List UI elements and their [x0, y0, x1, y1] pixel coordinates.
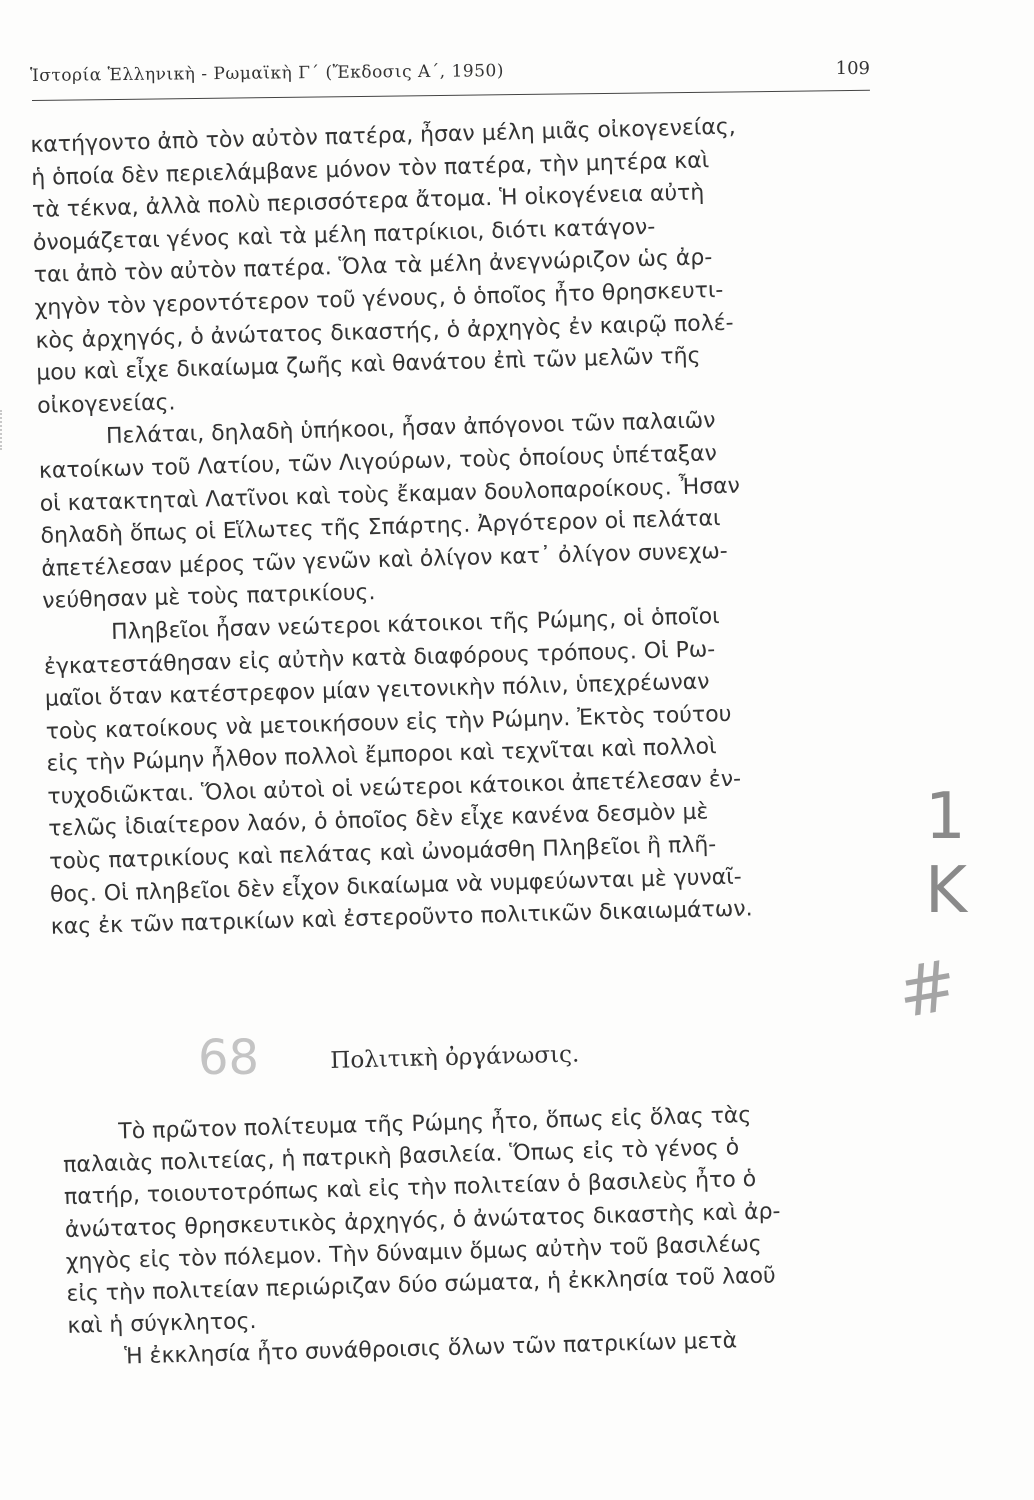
- text-line: τελῶς ἰδιαίτερον λαόν, ὁ ὁποῖος δὲν εἶχε κανένα δεσμὸν μὲ: [47, 799, 709, 843]
- section-heading: Πολιτικὴ ὀργάνωσις.: [330, 1041, 580, 1074]
- running-header: [30, 58, 870, 102]
- text-line: πατήρ, τοιουτοτρόπως καὶ εἰς τὴν πολιτείαν ὁ βασιλεὺς ἦτο ὁ: [63, 1167, 757, 1211]
- text-line: κατήγοντο ἀπὸ τὸν αὐτὸν πατέρα, ἦσαν μέλη μιᾶς οἰκογενείας,: [30, 114, 737, 158]
- text-line: ται ἀπὸ τὸν αὐτὸν πατέρα. Ὅλα τὰ μέλη ἀνεγνώριζον ὡς ἀρ-: [33, 245, 713, 289]
- handwritten-hash-mark: #: [891, 943, 964, 1035]
- text-line: κατοίκων τοῦ Λατίου, τῶν Λιγούρων, τοὺς ὁποίους ὑπέταξαν: [38, 441, 718, 484]
- text-line: εἰς τὴν Ρώμην ἦλθον πολλοὶ ἔμποροι καὶ τεχνῖται καὶ πολλοὶ: [46, 734, 717, 778]
- text-line: μαῖοι ὅταν κατέστρεφον μίαν γειτονικὴν πόλιν, ὑπεχρέωναν: [44, 669, 710, 712]
- text-line: χηγὸν τὸν γεροντότερον τοῦ γένους, ὁ ὁποῖος ἦτο θρησκευτι-: [34, 277, 724, 321]
- text-line: χηγὸς εἰς τὸν πόλεμον. Τὴν δύναμιν ὅμως αὐτὴν τοῦ βασιλέως: [65, 1231, 762, 1275]
- text-line: Πληβεῖοι ἦσαν νεώτεροι κάτοικοι τῆς Ρώμης, οἱ ὁποῖοι: [110, 604, 720, 645]
- text-line: δηλαδὴ ὅπως οἱ Εἵλωτες τῆς Σπάρτης. Ἀργότερον οἱ πελάται: [40, 506, 721, 549]
- handwritten-number-mark: 68: [198, 1030, 260, 1086]
- handwritten-margin-mark: 1 K: [925, 780, 981, 928]
- text-line: ἐγκατεστάθησαν εἰς αὐτὴν κατὰ διαφόρους τρόπους. Οἱ Ρω-: [43, 636, 716, 680]
- text-line: μου καὶ εἶχε δικαίωμα ζωῆς καὶ θανάτου ἐπὶ τῶν μελῶν τῆς: [36, 343, 701, 387]
- text-line: ὀνομάζεται γένος καὶ τὰ μέλη πατρίκιοι, διότι κατάγον-: [32, 214, 656, 256]
- text-line: ἀπετέλεσαν μέρος τῶν γενῶν καὶ ὀλίγον κατ᾽ ὀλίγον συνεχω-: [41, 538, 728, 582]
- text-line: Ἡ ἐκκλησία ἦτο συνάθροισις ὅλων τῶν πατρικίων μετὰ: [123, 1328, 738, 1370]
- text-line: Πελάται, δηλαδὴ ὑπήκοοι, ἦσαν ἀπόγονοι τῶν παλαιῶν: [105, 408, 716, 450]
- text-line: νεύθησαν μὲ τοὺς πατρικίους.: [42, 580, 376, 615]
- text-line: τοὺς πατρικίους καὶ πελάτας καὶ ὠνομάσθη Πληβεῖοι ἢ πλῆ-: [48, 832, 717, 875]
- running-header-title: Ἱστορία Ἑλληνικὴ - Ρωμαϊκὴ Γ΄ (Ἔκδοσις Α΄, 1950): [30, 61, 505, 86]
- text-line: Τὸ πρῶτον πολίτευμα τῆς Ρώμης ἦτο, ὅπως εἰς ὅλας τὰς: [118, 1102, 752, 1145]
- text-line: τυχοδιῶκται. Ὅλοι αὐτοὶ οἱ νεώτεροι κάτοικοι ἀπετέλεσαν ἐν-: [47, 766, 742, 810]
- body-text-block-1: [30, 107, 931, 945]
- page-number: 109: [835, 58, 870, 79]
- text-line: οἱ κατακτηταὶ Λατῖνοι καὶ τοὺς ἔκαμαν δουλοπαροίκους. Ἦσαν: [39, 473, 741, 517]
- text-line: κας ἐκ τῶν πατρικίων καὶ ἐστεροῦντο πολιτικῶν δικαιωμάτων.: [50, 896, 753, 940]
- text-line: θος. Οἱ πληβεῖοι δὲν εἶχον δικαίωμα νὰ νυμφεύωνται μὲ γυναῖ-: [49, 864, 742, 908]
- text-line: καὶ ἡ σύγκλητος.: [67, 1309, 257, 1340]
- text-line: οἰκογενείας.: [36, 390, 176, 419]
- text-line: εἰς τὴν πολιτείαν περιώριζαν δύο σώματα, ἡ ἐκκλησία τοῦ λαοῦ: [66, 1263, 777, 1307]
- text-line: κὸς ἀρχηγός, ὁ ἀνώτατος δικαστής, ὁ ἀρχηγὸς ἐν καιρῷ πολέ-: [35, 310, 734, 354]
- text-line: ἀνώτατος θρησκευτικὸς ἀρχηγός, ὁ ἀνώτατος δικαστὴς καὶ ἀρ-: [64, 1198, 781, 1243]
- body-text-block-2: [62, 1095, 928, 1375]
- text-line: παλαιὰς πολιτείας, ἡ πατρικὴ βασιλεία. Ὅπως εἰς τὸ γένος ὁ: [62, 1135, 740, 1179]
- text-line: τοὺς κατοίκους νὰ μετοικήσουν εἰς τὴν Ρώμην. Ἐκτὸς τούτου: [45, 701, 732, 745]
- text-line: ἡ ὁποία δὲν περιελάμβανε μόνον τὸν πατέρα, τὴν μητέρα καὶ: [30, 147, 710, 191]
- page-edge-mark: [0, 410, 10, 450]
- text-line: τὰ τέκνα, ἀλλὰ πολὺ περισσότερα ἄτομα. Ἡ οἰκογένεια αὐτὴ: [31, 180, 705, 224]
